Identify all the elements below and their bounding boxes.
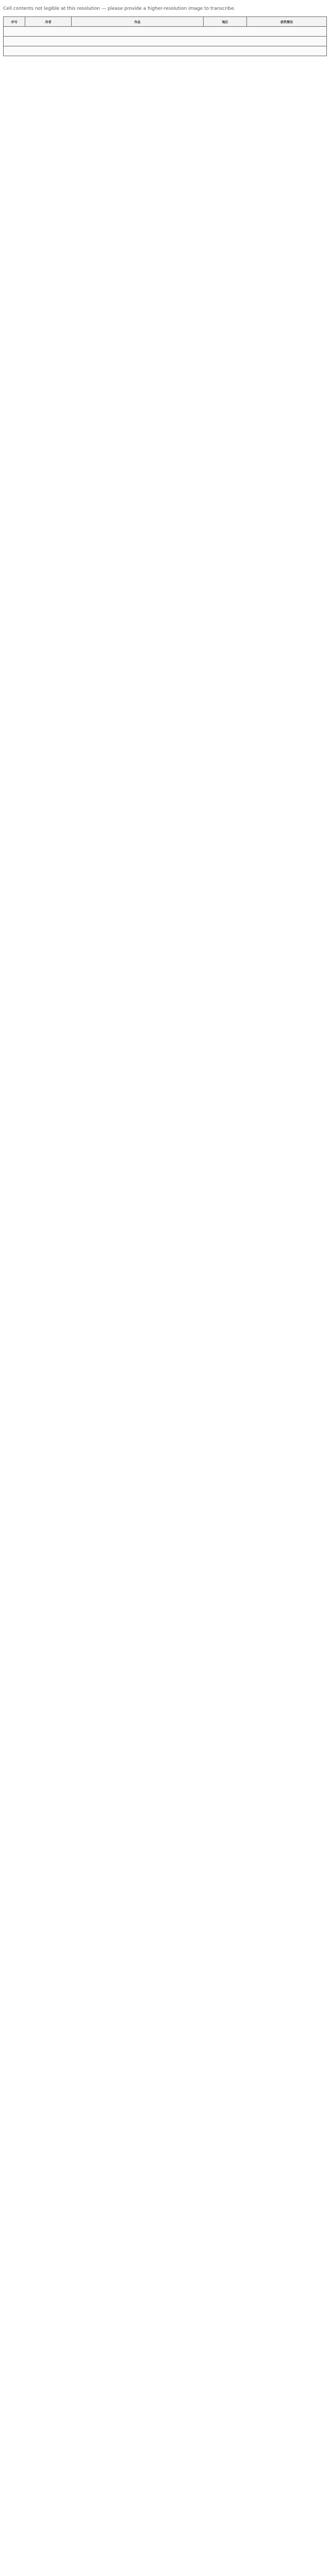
- table-header-row: [4, 17, 327, 27]
- transcription-note: Cell contents not legible at this resolution — please provide a higher-resolution image to transcribe.: [3, 6, 236, 11]
- awards-table: [3, 16, 327, 56]
- column-header-work: 作品: [72, 17, 204, 27]
- document-page: [0, 0, 330, 66]
- column-header-region: 地区: [204, 17, 247, 27]
- column-header-number: 序号: [4, 17, 25, 27]
- column-header-award: 获奖情况: [246, 17, 326, 27]
- section-header-row: [4, 46, 327, 56]
- section-label: [4, 46, 327, 56]
- section-header-row: [4, 37, 327, 46]
- section-label: [4, 27, 327, 37]
- section-label: [4, 37, 327, 46]
- table-body: [4, 27, 327, 56]
- section-header-row: [4, 27, 327, 37]
- column-header-author: 作者: [25, 17, 72, 27]
